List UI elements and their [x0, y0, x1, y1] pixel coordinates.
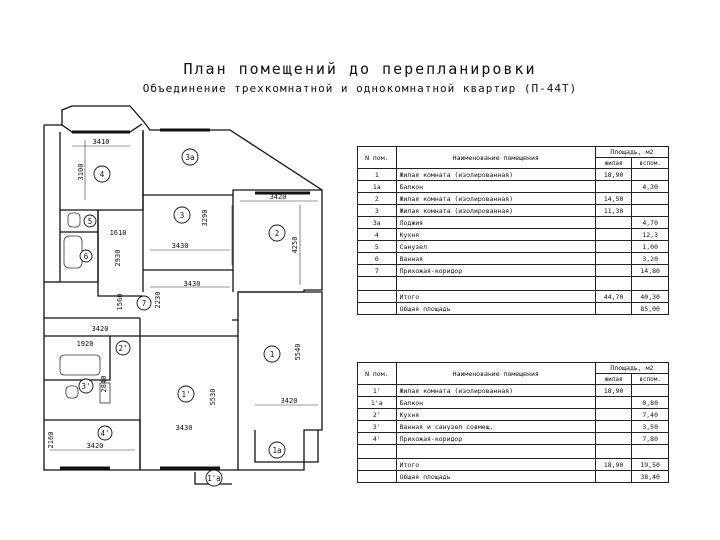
- room-label: 6: [83, 252, 89, 261]
- table-row-overall: Общая площадь 38,40: [358, 471, 669, 483]
- dim-label: 3410: [92, 138, 110, 146]
- col-header-area: Площадь, м2: [595, 147, 668, 158]
- col-header-name: Наименование помещения: [396, 363, 595, 385]
- table-row: 3а Лоджия 4,70: [358, 217, 669, 229]
- dim-label: 1560: [116, 293, 124, 311]
- table-row: 4 Кухня 12,3: [358, 229, 669, 241]
- table-row: 3 Жилая комната (изолированная) 11,30: [358, 205, 669, 217]
- dim-label: 1610: [109, 229, 127, 237]
- room-label: 4': [100, 429, 110, 438]
- table-row: [358, 445, 669, 459]
- table-row: 3' Ванная и санузел совмещ. 3,50: [358, 421, 669, 433]
- table-row: 1а Балкон 4,30: [358, 181, 669, 193]
- dim-label: 1920: [76, 340, 94, 348]
- room-label: 5: [87, 217, 93, 226]
- dim-label: 5540: [294, 343, 302, 361]
- dim-label: 3420: [86, 442, 104, 450]
- fixtures: [60, 213, 110, 403]
- col-header-area: Площадь, м2: [595, 363, 668, 374]
- table-row: 7 Прихожая-коридор 14,80: [358, 265, 669, 277]
- col-header-number: N пом.: [358, 147, 397, 169]
- room-label: 3': [81, 382, 91, 391]
- dim-label: 2230: [154, 291, 162, 309]
- table-row-total: Итого 44,70 40,30: [358, 291, 669, 303]
- room-label: 1'а: [207, 474, 221, 483]
- table-row: 1 Жилая комната (изолированная) 18,90: [358, 169, 669, 181]
- room-label: 3: [179, 211, 185, 220]
- col-header-living: жилая: [595, 158, 632, 169]
- col-header-name: Наименование помещения: [396, 147, 595, 169]
- dim-label: 2930: [114, 249, 122, 267]
- col-header-aux: вспом.: [632, 158, 669, 169]
- room-label: 4: [99, 170, 105, 179]
- dim-label: 3100: [77, 163, 85, 181]
- dim-label: 3290: [201, 209, 209, 227]
- room-label: 2: [274, 229, 280, 238]
- room-label: 1': [181, 390, 191, 399]
- col-header-living: жилая: [595, 374, 632, 385]
- dim-label: 3420: [280, 397, 298, 405]
- table-row: 4' Прихожая-коридор 7,80: [358, 433, 669, 445]
- area-table-before: [357, 146, 669, 315]
- room-label: 2': [118, 344, 128, 353]
- dim-label: 3430: [183, 280, 201, 288]
- dim-label: 4250: [291, 236, 299, 254]
- table-header-row: [358, 147, 669, 158]
- col-header-aux: вспом.: [632, 374, 669, 385]
- table-row: 5 Санузел 1,00: [358, 241, 669, 253]
- table-row-overall: Общая площадь 85,00: [358, 303, 669, 315]
- room-label: 1а: [272, 446, 282, 455]
- table-row: 6 Ванная 3,20: [358, 253, 669, 265]
- dim-label: 3420: [91, 325, 109, 333]
- table-row-total: Итого 18,90 19,50: [358, 459, 669, 471]
- dim-label: 3430: [175, 424, 193, 432]
- dim-label: 5530: [209, 388, 217, 406]
- plan-subtitle: Объединение трехкомнатной и однокомнатной квартир (П-44Т): [142, 82, 578, 95]
- room-label: 7: [141, 299, 147, 308]
- dim-label: 2840: [100, 375, 108, 393]
- table-row: 1' Жилая комната (изолированная) 18,90: [358, 385, 669, 397]
- dim-label: 3430: [171, 242, 189, 250]
- room-label: 1: [269, 350, 275, 359]
- table-row: [358, 277, 669, 291]
- area-table-second: [357, 362, 669, 483]
- col-header-number: N пом.: [358, 363, 397, 385]
- table-header-row: [358, 363, 669, 374]
- dim-label: 3420: [269, 193, 287, 201]
- room-label: 3а: [185, 153, 195, 162]
- table-row: 2' Кухня 7,40: [358, 409, 669, 421]
- dimension-lines: [50, 140, 318, 450]
- plan-title: План помещений до перепланировки: [183, 60, 537, 78]
- table-row: 1'а Балкон 0,80: [358, 397, 669, 409]
- dim-label: 2160: [47, 431, 55, 449]
- table-row: 2 Жилая комната (изолированная) 14,50: [358, 193, 669, 205]
